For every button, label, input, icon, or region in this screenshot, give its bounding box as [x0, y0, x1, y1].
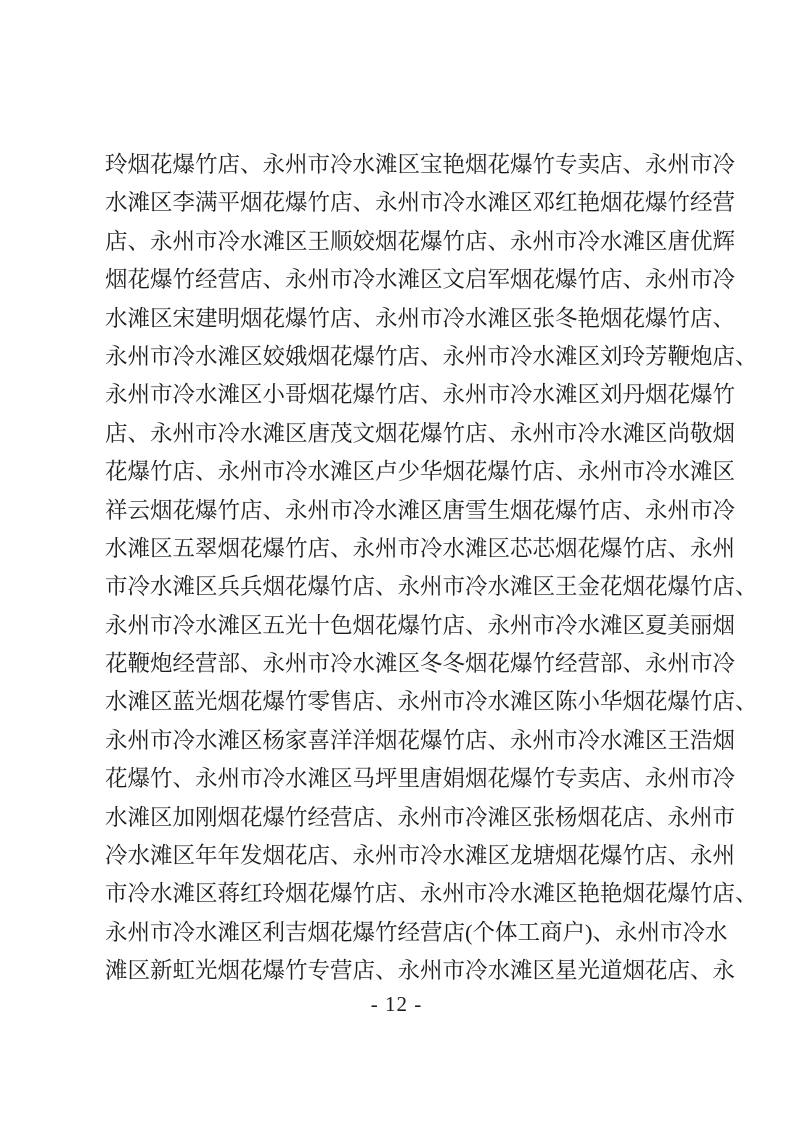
- text-line: 水滩区加刚烟花爆竹经营店、永州市冷滩区张杨烟花店、永州市: [105, 804, 736, 830]
- text-line: 花爆竹店、永州市冷水滩区卢少华烟花爆竹店、永州市冷水滩区: [105, 459, 736, 485]
- text-line: 玲烟花爆竹店、永州市冷水滩区宝艳烟花爆竹专卖店、永州市冷: [105, 152, 736, 177]
- text-line: 花鞭炮经营部、永州市冷水滩区冬冬烟花爆竹经营部、永州市冷: [105, 651, 736, 677]
- text-line: 永州市冷水滩区五光十色烟花爆竹店、永州市冷水滩区夏美丽烟: [105, 612, 736, 638]
- text-line: 水滩区蓝光烟花爆竹零售店、永州市冷水滩区陈小华烟花爆竹店、: [105, 689, 758, 715]
- text-line: 店、永州市冷水滩区唐茂文烟花爆竹店、永州市冷水滩区尚敬烟: [105, 420, 736, 446]
- text-line: 水滩区李满平烟花爆竹店、永州市冷水滩区邓红艳烟花爆竹经营: [105, 190, 736, 216]
- text-line: 永州市冷水滩区姣娥烟花爆竹店、永州市冷水滩区刘玲芳鞭炮店、: [105, 343, 758, 369]
- text-line: 店、永州市冷水滩区王顺姣烟花爆竹店、永州市冷水滩区唐优辉: [105, 228, 736, 254]
- text-line: 祥云烟花爆竹店、永州市冷水滩区唐雪生烟花爆竹店、永州市冷: [105, 497, 736, 523]
- text-line: 永州市冷水滩区利吉烟花爆竹经营店(个体工商户)、永州市冷水: [105, 919, 728, 945]
- text-line: 烟花爆竹经营店、永州市冷水滩区文启军烟花爆竹店、永州市冷: [105, 267, 736, 293]
- text-line: 滩区新虹光烟花爆竹专营店、永州市冷水滩区星光道烟花店、永: [105, 958, 736, 984]
- text-line: 水滩区宋建明烟花爆竹店、永州市冷水滩区张冬艳烟花爆竹店、: [105, 305, 736, 331]
- text-line: 永州市冷水滩区小哥烟花爆竹店、永州市冷水滩区刘丹烟花爆竹: [105, 382, 736, 408]
- text-line: 永州市冷水滩区杨家喜洋洋烟花爆竹店、永州市冷水滩区王浩烟: [105, 727, 736, 753]
- text-line: 市冷水滩区蒋红玲烟花爆竹店、永州市冷水滩区艳艳烟花爆竹店、: [105, 881, 758, 907]
- text-line: 花爆竹、永州市冷水滩区马坪里唐娟烟花爆竹专卖店、永州市冷: [105, 766, 736, 792]
- text-line: 水滩区五翠烟花爆竹店、永州市冷水滩区芯芯烟花爆竹店、永州: [105, 535, 736, 561]
- page-footer: [0, 992, 793, 1017]
- page-number: - 12 -: [370, 992, 423, 1016]
- text-line: 冷水滩区年年发烟花店、永州市冷水滩区龙塘烟花爆竹店、永州: [105, 843, 736, 869]
- text-line: 市冷水滩区兵兵烟花爆竹店、永州市冷水滩区王金花烟花爆竹店、: [105, 574, 758, 600]
- body-text: [105, 146, 758, 991]
